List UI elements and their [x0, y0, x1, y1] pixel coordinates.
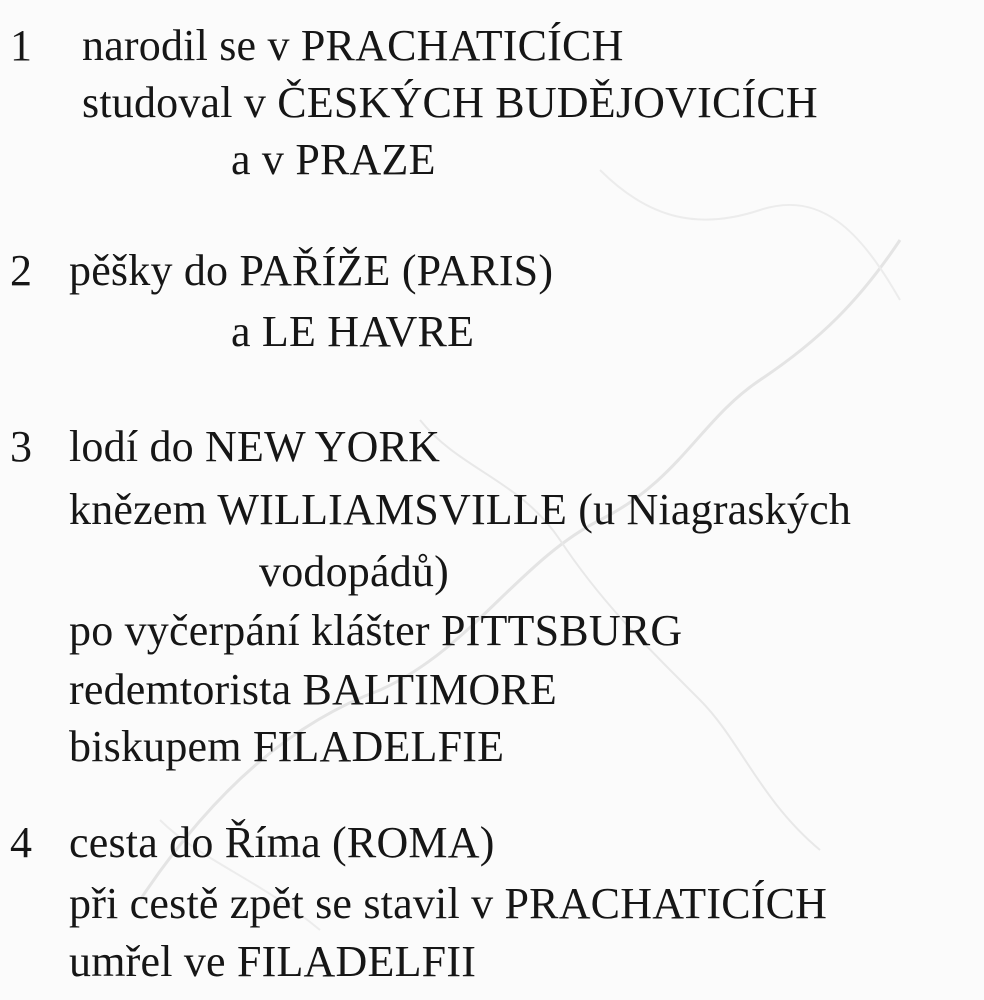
- section-1-line-2: studoval v ČESKÝCH BUDĚJOVICÍCH: [82, 78, 818, 127]
- section-3-line-6: biskupem FILADELFIE: [69, 722, 505, 771]
- section-4-line-1: cesta do Říma (ROMA): [69, 818, 495, 867]
- section-1-line-1: narodil se v PRACHATICÍCH: [82, 21, 624, 70]
- section-3-line-1: lodí do NEW YORK: [69, 422, 441, 471]
- section-2-line-1: pěšky do PAŘÍŽE (PARIS): [69, 246, 554, 295]
- section-4-number: 4: [10, 818, 32, 867]
- map-border-ghost-2: [600, 170, 900, 300]
- section-3-line-4: po vyčerpání klášter PITTSBURG: [69, 606, 683, 655]
- section-3-number: 3: [10, 422, 32, 471]
- section-3-line-2: knězem WILLIAMSVILLE (u Niagraských: [69, 485, 852, 534]
- section-1-number: 1: [10, 21, 32, 70]
- section-4-line-3: umřel ve FILADELFII: [69, 937, 477, 986]
- section-2-line-2: a LE HAVRE: [231, 307, 475, 356]
- section-2-number: 2: [10, 246, 32, 295]
- section-1-line-3: a v PRAZE: [231, 135, 436, 184]
- section-3-line-5: redemtorista BALTIMORE: [69, 665, 557, 714]
- section-3-line-3: vodopádů): [259, 547, 449, 596]
- section-4-line-2: při cestě zpět se stavil v PRACHATICÍCH: [69, 879, 828, 928]
